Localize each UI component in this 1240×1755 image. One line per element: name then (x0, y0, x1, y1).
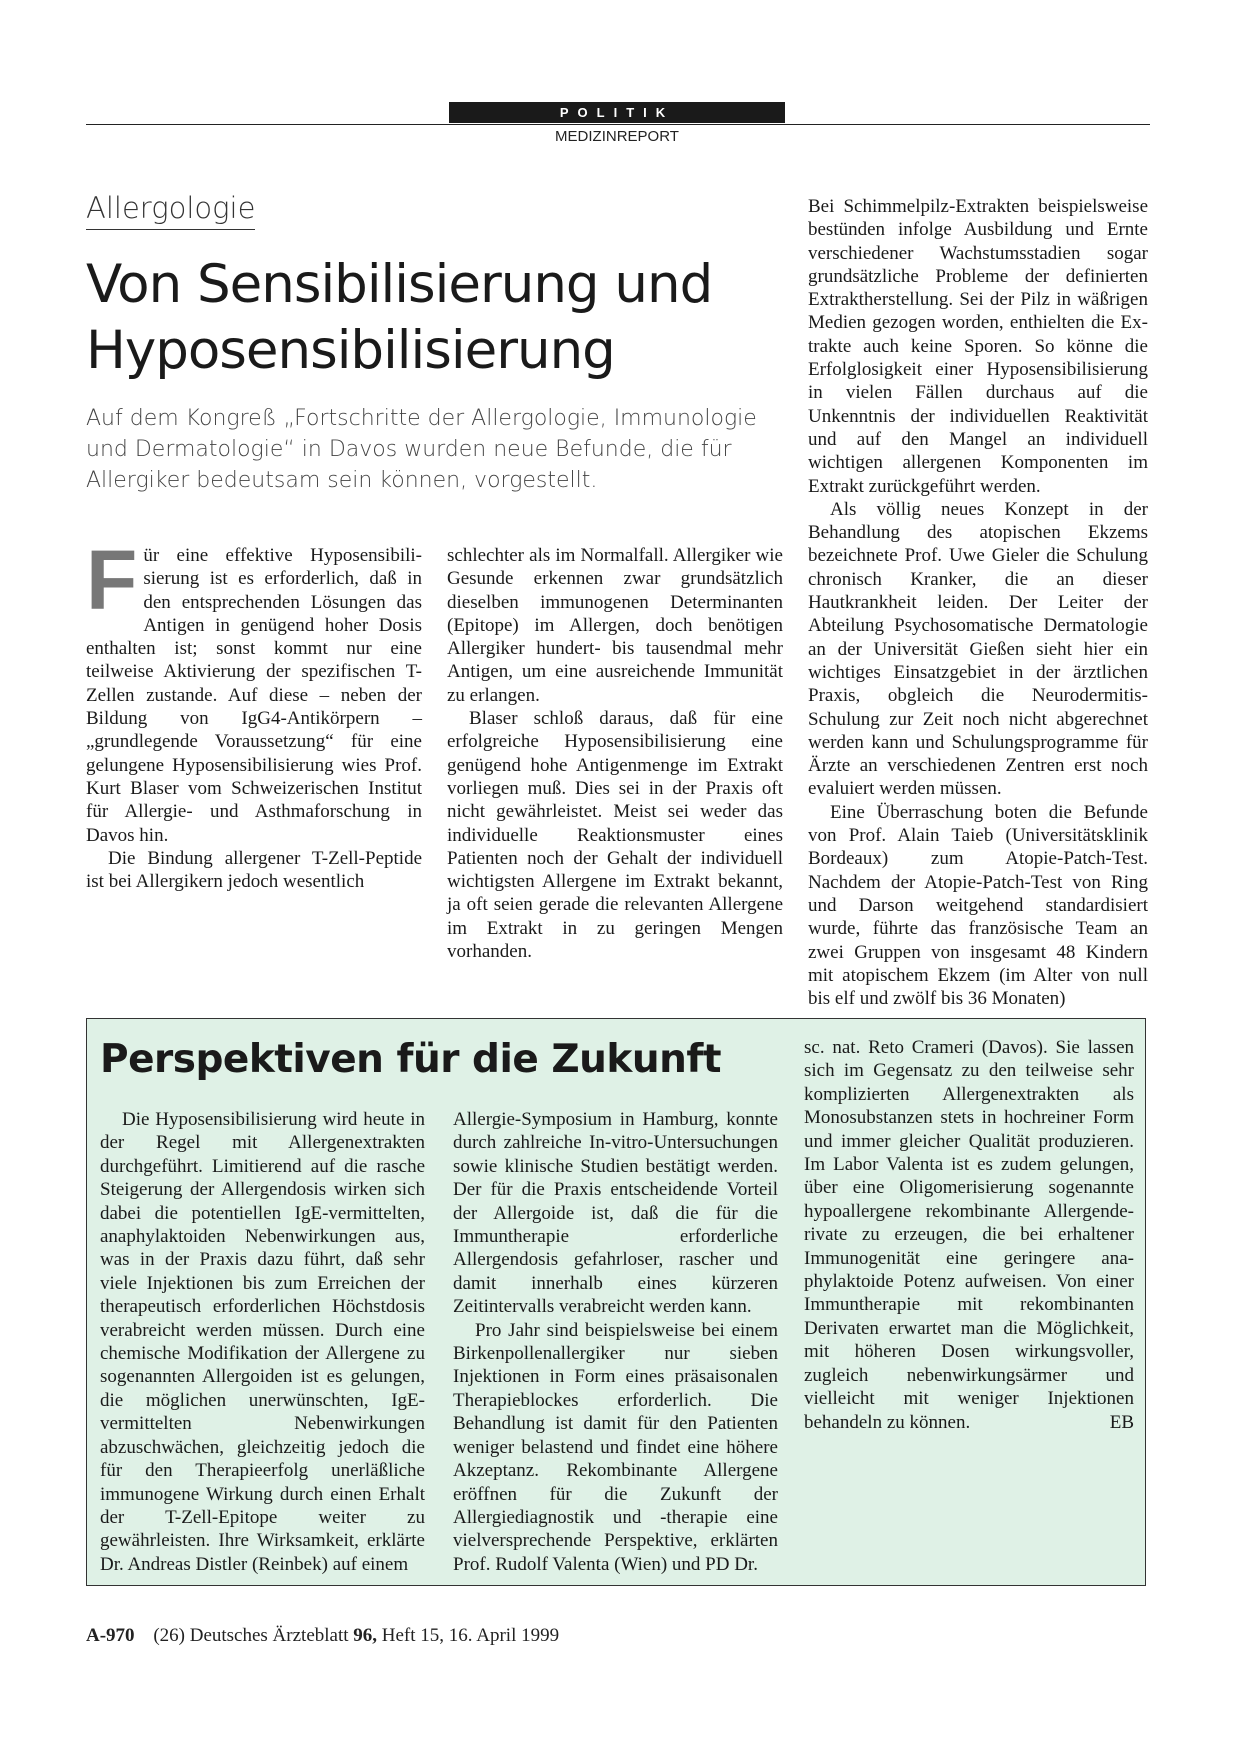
article-headline (86, 252, 786, 384)
article-lead: Auf dem Kongreß „Fortschritte der Allergologie, Immunologie und Dermatologie“ in Davos wurden neue Befunde, die für Allergiker bedeutsam sein können, vorgestellt. (86, 406, 757, 493)
headline-line-2: Hyposensibilisierung (86, 320, 615, 381)
article-paragraph-2-continued: schlechter als im Normalfall. Allergiker wie Gesunde erkennen zwar grundsätzlich dieselben immunogenen Determinanten (Epitope) im Allergen, doch benötigen Allergiker hundert- bis tausendmal mehr Antigen, um eine ausreichende Immunität zu erlangen. (447, 545, 783, 706)
article-paragraph-2: Die Bindung allergener T-Zell-Peptide ist bei Allergikern jedoch wesentlich (86, 847, 422, 893)
box-paragraph-3-text: sc. nat. Reto Crameri (Davos). Sie lassen sich im Gegensatz zu den teilweise sehr komplizierten Allergenextrakten als Monosubstanzen stets in hochreiner Form und immer gleicher Qualität produzieren. Im Labor Valenta ist es zudem gelungen, über eine Oligomerisierung sogenannte hypoallergene rekombinante Allergenderivate zu erzeugen, die bei erhaltener Immunogenität eine geringere anaphylaktoide Potenz aufweisen. Von einer Immuntherapie mit rekombinanten Derivaten erwartet man die Möglichkeit, mit höheren Dosen wirkungsvoller, zugleich nebenwirkungsärmer und vielleicht mit weniger Injektionen behandeln zu können. (804, 1037, 1134, 1433)
article-column-1 (86, 533, 422, 893)
page-code: A-970 (86, 1625, 135, 1646)
drop-cap: F (86, 533, 138, 627)
article-kicker: Allergologie (86, 190, 255, 230)
box-column-1 (100, 1108, 425, 1576)
subsection-label: MEDIZINREPORT (555, 128, 679, 145)
article-paragraph-1-text: ür eine effektive Hyposensibilisierung ist es erforderlich, daß in den entsprechenden Lösungen das Antigen in genügend hoher Dosis enthalten ist; sonst kommt nur eine teilweise Aktivierung der spezifischen T-Zellen zustande. Auf diese – neben der Bildung von IgG4-Antikörpern – „grundlegende Voraussetzung“ für eine gelungene Hyposensibilisierung wies Prof. Kurt Blaser vom Schweizerischen Institut für Allergie- und Asthmaforschung in Davos hin. (86, 545, 422, 846)
citation-suffix: Heft 15, 16. April 1999 (381, 1625, 560, 1646)
article-column-3 (808, 195, 1148, 1010)
article-paragraph-3: Blaser schloß daraus, daß für eine erfolgreiche Hyposensibilisierung eine genügend hohe Antigenmenge im Extrakt vorliegen muß. Dies sei in der Praxis oft nicht gewährleistet. Meist sei weder das individuelle Reaktionsmuster eines Patienten noch der Gehalt der individuell wichtigsten Allergene im Extrakt bekannt, ja oft seien gerade die relevanten Allergene im Extrakt in zu geringen Mengen vorhanden. (447, 708, 783, 963)
section-label: POLITIK (449, 102, 785, 123)
author-initials: EB (1109, 1411, 1134, 1433)
article-paragraph-1 (86, 533, 422, 847)
page-footer (86, 1625, 559, 1647)
box-paragraph-2: Pro Jahr sind beispielsweise bei einem Birkenpollenallergiker nur sieben Injektionen in Form eines präsaisonalen Therapieblockes erforderlich. Die Behandlung ist damit für den Patienten weniger belastend und findet eine höhere Akzeptanz. Rekombinante Allergene eröffnen für die Zukunft der Allergiediagnostik und -therapie eine vielversprechende Perspektive, erklärten Prof. Rudolf Valenta (Wien) und PD Dr. (453, 1319, 778, 1575)
volume-number: 96, (353, 1625, 378, 1646)
box-title: Perspektiven für die Zukunft (100, 1037, 721, 1082)
headline-line-1: Von Sensibilisierung und (86, 254, 713, 315)
box-column-3 (804, 1036, 1134, 1434)
article-column-2 (447, 544, 783, 963)
box-paragraph-1: Die Hyposensibilisierung wird heute in der Regel mit Allergenextrakten durchgeführt. Limitierend auf die rasche Steigerung der Allergendosis wirken sich dabei die potentiellen IgE-vermittelten, anaphylaktoiden Nebenwirkungen aus, was in der Praxis dazu führt, daß sehr viele Injektionen bis zum Erreichen der therapeutisch erforderlichen Höchstdosis verabreicht werden müssen. Durch eine chemische Modifikation der Allergene zu sogenannten Allergoiden ist es gelungen, die möglichen unerwünschten, IgE-vermittelten Nebenwirkungen abzuschwächen, gleichzeitig jedoch die für den Therapieerfolg unerläßliche immunogene Wirkung durch einen Erhalt der T-Zell-Epitope weiter zu gewährleisten. Ihre Wirksamkeit, erklärte Dr. Andreas Distler (Reinbek) auf einem (100, 1109, 425, 1575)
box-paragraph-1-continued: Allergie-Symposium in Hamburg, konnte durch zahlreiche In-vitro-Untersuchungen sowie klinische Studien bestätigt werden. Der für die Praxis entscheidende Vorteil der Allergoide ist, daß die für die Immuntherapie erforderliche Allergendosis gefahrloser, rascher und damit innerhalb eines kürzeren Zeitintervalls verabreicht werden kann. (453, 1109, 778, 1318)
article-paragraph-6: Eine Überraschung boten die Befunde von Prof. Alain Taieb (Universitätsklinik Bordeaux) zum Atopie-Patch-Test. Nachdem der Atopie-Patch-Test von Ring und Darson weitgehend standardisiert wurde, führte das französische Team an zwei Gruppen von insgesamt 48 Kindern mit atopischem Ekzem (im Alter von null bis elf und zwölf bis 36 Monaten) (808, 801, 1148, 1010)
citation-prefix: (26) Deutsches Ärzteblatt (153, 1625, 349, 1646)
box-paragraph-3 (804, 1036, 1134, 1434)
article-paragraph-4-continued: Bei Schimmelpilz-Extrakten beispielsweise bestünden infolge Ausbildung und Ernte verschiedener Wachstumsstadien sogar grundsätzliche Probleme der definierten Extraktherstellung. Sei der Pilz in wäßrigen Medien gezogen worden, enthielten die Extrakte auch keine Sporen. So könne die Erfolglosigkeit einer Hyposensibilisierung in vielen Fällen durchaus auf die Unkenntnis der individuellen Reaktivität und auf den Mangel an individuell wichtigen allergenen Komponenten im Extrakt zurückgeführt werden. (808, 196, 1148, 497)
article-paragraph-5: Als völlig neues Konzept in der Behandlung des atopischen Ekzems bezeichnete Prof. Uwe Gieler die Schulung chronisch Kranker, die an dieser Hautkrankheit leiden. Der Leiter der Abteilung Psychosomatische Dermatologie an der Universität Gießen sieht hier ein wichtiges Einsatzgebiet in der ärztlichen Praxis, obgleich die Neurodermitis-Schulung zur Zeit noch nicht abgerechnet werden kann und Schulungsprogramme für Ärzte an verschiedenen Zentren erst noch evaluiert werden müssen. (808, 498, 1148, 800)
box-column-2 (453, 1108, 778, 1576)
header-rule (86, 124, 1150, 125)
